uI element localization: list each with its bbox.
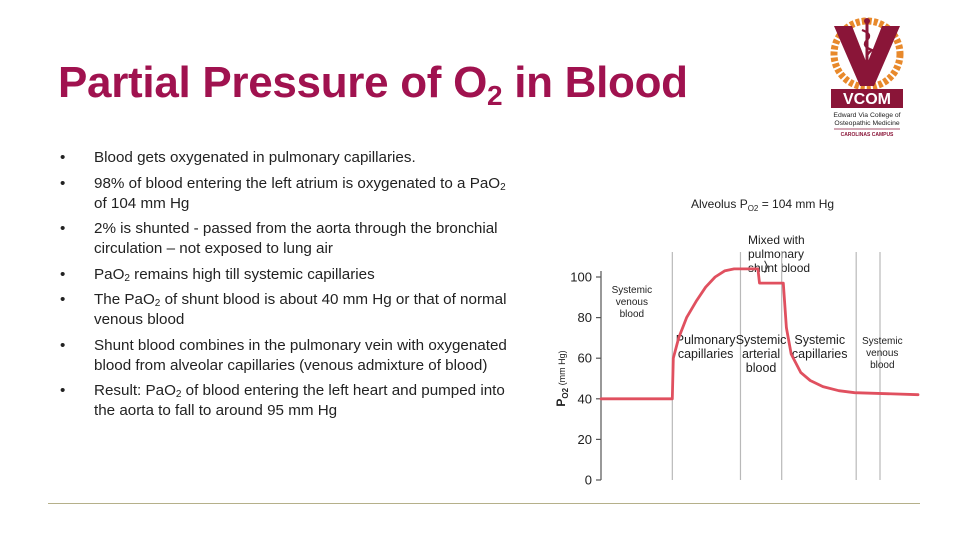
chart-annotation-line: pulmonary — [748, 247, 805, 261]
region-label-line: blood — [619, 309, 645, 321]
chart-annotation-line: shunt blood — [748, 261, 811, 275]
footer-divider — [48, 503, 920, 504]
y-tick-label: 0 — [584, 472, 592, 488]
bullet-list — [58, 148, 513, 427]
y-tick-label: 80 — [577, 310, 592, 326]
region-label-line: blood — [870, 359, 895, 371]
logo-line-2: Osteopathic Medicine — [834, 120, 900, 127]
slide-title — [58, 58, 688, 111]
bullet-item — [58, 381, 513, 421]
y-label-subscript: O2 — [561, 387, 570, 399]
bullet-item — [58, 290, 513, 330]
bullet-text: 2% is shunted - passed from the aorta through the bronchial circulation – not exposed to lung air — [94, 220, 498, 257]
title-subscript: 2 — [487, 80, 503, 111]
bullet-text: Shunt blood combines in the pulmonary vein with oxygenated blood from alveolar capillaries (venous admixture of blood) — [94, 336, 507, 374]
bullet-text: Blood gets oxygenated in pulmonary capillaries. — [94, 149, 416, 166]
region-label-line: Systemic — [735, 332, 787, 347]
region-label-line: capillaries — [791, 346, 848, 361]
y-tick-label: 100 — [570, 269, 592, 285]
y-axis-label — [554, 350, 570, 406]
bullet-text: Result: PaO — [94, 382, 176, 399]
po2-chart — [540, 182, 940, 502]
chart-title-rest: = 104 mm Hg — [758, 197, 835, 211]
bullet-text: remains high till systemic capillaries — [129, 265, 375, 283]
vcom-logo — [824, 16, 910, 140]
bullet-text: The PaO — [94, 291, 155, 308]
bullet-item — [58, 148, 513, 168]
subscript: 2 — [154, 298, 161, 309]
y-tick-label: 60 — [577, 350, 592, 366]
region-label-line: capillaries — [677, 346, 734, 361]
chart-title-main: Alveolus P — [691, 197, 748, 211]
subscript: 2 — [175, 389, 182, 400]
chart-title — [691, 197, 834, 213]
region-label-line: Systemic — [794, 332, 846, 347]
region-label-line: blood — [745, 360, 777, 375]
bullet-item — [58, 219, 513, 259]
bullet-item — [58, 174, 513, 214]
region-label-line: venous — [866, 347, 899, 359]
region-label-line: venous — [615, 297, 648, 309]
subscript: 2 — [500, 181, 506, 193]
y-tick-label: 20 — [577, 431, 592, 447]
bullet-text: of blood entering the left heart and pumped into the aorta to fall to around 95 mm Hg — [94, 382, 505, 419]
bullet-text: 98% of blood entering the left atrium is oxygenated to a PaO — [94, 174, 501, 192]
bullet-item — [58, 265, 513, 285]
bullet-text: of 104 mm Hg — [94, 194, 190, 212]
chart-annotation-line: Mixed with — [748, 233, 805, 247]
bullet-text: PaO — [94, 265, 125, 283]
logo-wordmark: VCOM — [843, 91, 891, 108]
y-tick-label: 40 — [577, 391, 592, 407]
region-label-line: arterial — [741, 346, 781, 361]
subscript: 2 — [124, 272, 130, 284]
region-label-line: Pulmonary — [675, 332, 736, 347]
title-main: Partial Pressure of O — [58, 58, 487, 107]
y-label-unit: (mm Hg) — [557, 350, 567, 388]
region-label-line: Systemic — [862, 335, 903, 347]
region-label-line: Systemic — [611, 285, 653, 297]
bullet-text: of shunt blood is about 40 mm Hg or that of normal venous blood — [94, 291, 507, 328]
logo-line-1: Edward Via College of — [833, 112, 901, 119]
title-rest: in Blood — [502, 58, 688, 107]
y-label-main: P — [554, 398, 568, 407]
bullet-item — [58, 336, 513, 376]
chart-title-subscript: O2 — [747, 204, 759, 213]
logo-campus: CAROLINAS CAMPUS — [840, 132, 894, 138]
